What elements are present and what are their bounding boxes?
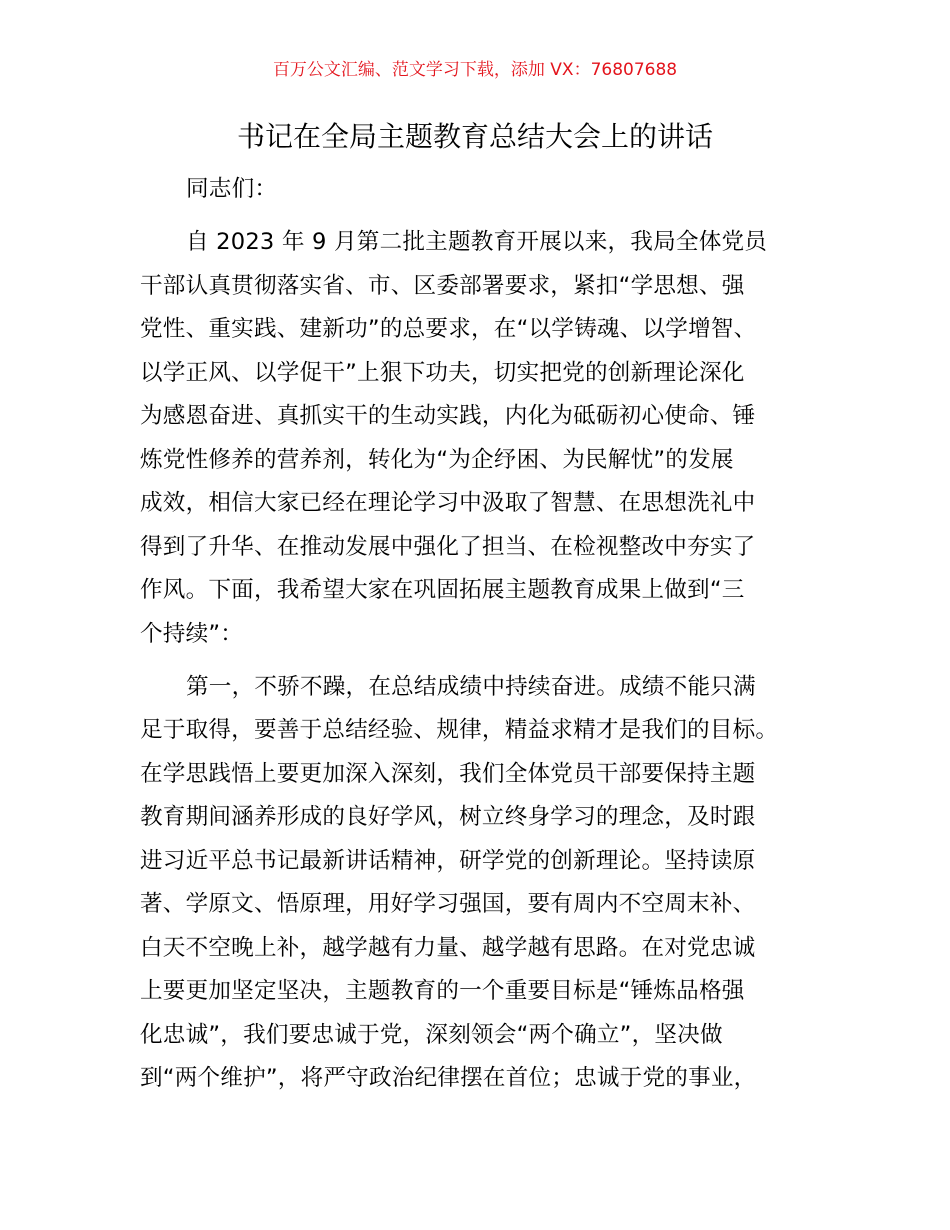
text-line: 以学正风、以学促干”上狠下功夫，切实把党的创新理论深化 xyxy=(140,359,745,386)
text-line: 作风。下面，我希望大家在巩固拓展主题教育成果上做到“三 xyxy=(140,577,745,603)
text-line: 干部认真贯彻落实省、市、区委部署要求，紧扣“学思想、强 xyxy=(140,272,745,299)
paragraph xyxy=(140,168,840,212)
text-line: 在学思践悟上要更加深入深刻，我们全体党员干部要保持主题 xyxy=(140,760,756,787)
text-line: 第一，不骄不躁，在总结成绩中持续奋进。成绩不能只满 xyxy=(186,673,756,700)
text-line: 进习近平总书记最新讲话精神，研学党的创新理论。坚持读原 xyxy=(140,847,756,874)
text-line: 化忠诚”，我们要忠诚于党，深刻领会“两个确立”，坚决做 xyxy=(140,1021,723,1048)
text-line: 白天不空晚上补，越学越有力量、越学越有思路。在对党忠诚 xyxy=(140,934,756,961)
text-line: 得到了升华、在推动发展中强化了担当、在检视整改中夯实了 xyxy=(140,533,756,560)
text-line: 炼党性修养的营养剂，转化为“为企纾困、为民解忧”的发展 xyxy=(140,446,734,473)
paragraph xyxy=(140,221,840,656)
paragraph xyxy=(140,666,840,1101)
text-line: 党性、重实践、建新功”的总要求，在“以学铸魂、以学增智、 xyxy=(140,316,757,342)
text-line: 教育期间涵养形成的良好学风，树立终身学习的理念，及时跟 xyxy=(140,804,756,830)
text-line: 个持续”： xyxy=(140,620,244,647)
text-line: 同志们： xyxy=(186,176,278,202)
text-line: 成效，相信大家已经在理论学习中汲取了智慧、在思想洗礼中 xyxy=(140,490,756,516)
text-line: 上要更加坚定坚决，主题教育的一个重要目标是“锤炼品格强 xyxy=(140,978,745,1004)
text-line: 足于取得，要善于总结经验、规律，精益求精才是我们的目标。 xyxy=(140,717,779,743)
document-body xyxy=(140,168,840,1101)
text-line: 到“两个维护”，将严守政治纪律摆在首位；忠诚于党的事业， xyxy=(140,1065,757,1091)
text-line: 自 2023 年 9 月第二批主题教育开展以来，我局全体党员 xyxy=(186,229,768,255)
watermark-header: 百万公文汇编、范文学习下载，添加 VX：76807688 xyxy=(272,60,678,80)
document-title: 书记在全局主题教育总结大会上的讲话 xyxy=(236,120,713,153)
text-line: 为感恩奋进、真抓实干的生动实践，内化为砥砺初心使命、锤 xyxy=(140,403,756,429)
text-line: 著、学原文、悟原理，用好学习强国，要有周内不空周末补、 xyxy=(140,891,756,917)
